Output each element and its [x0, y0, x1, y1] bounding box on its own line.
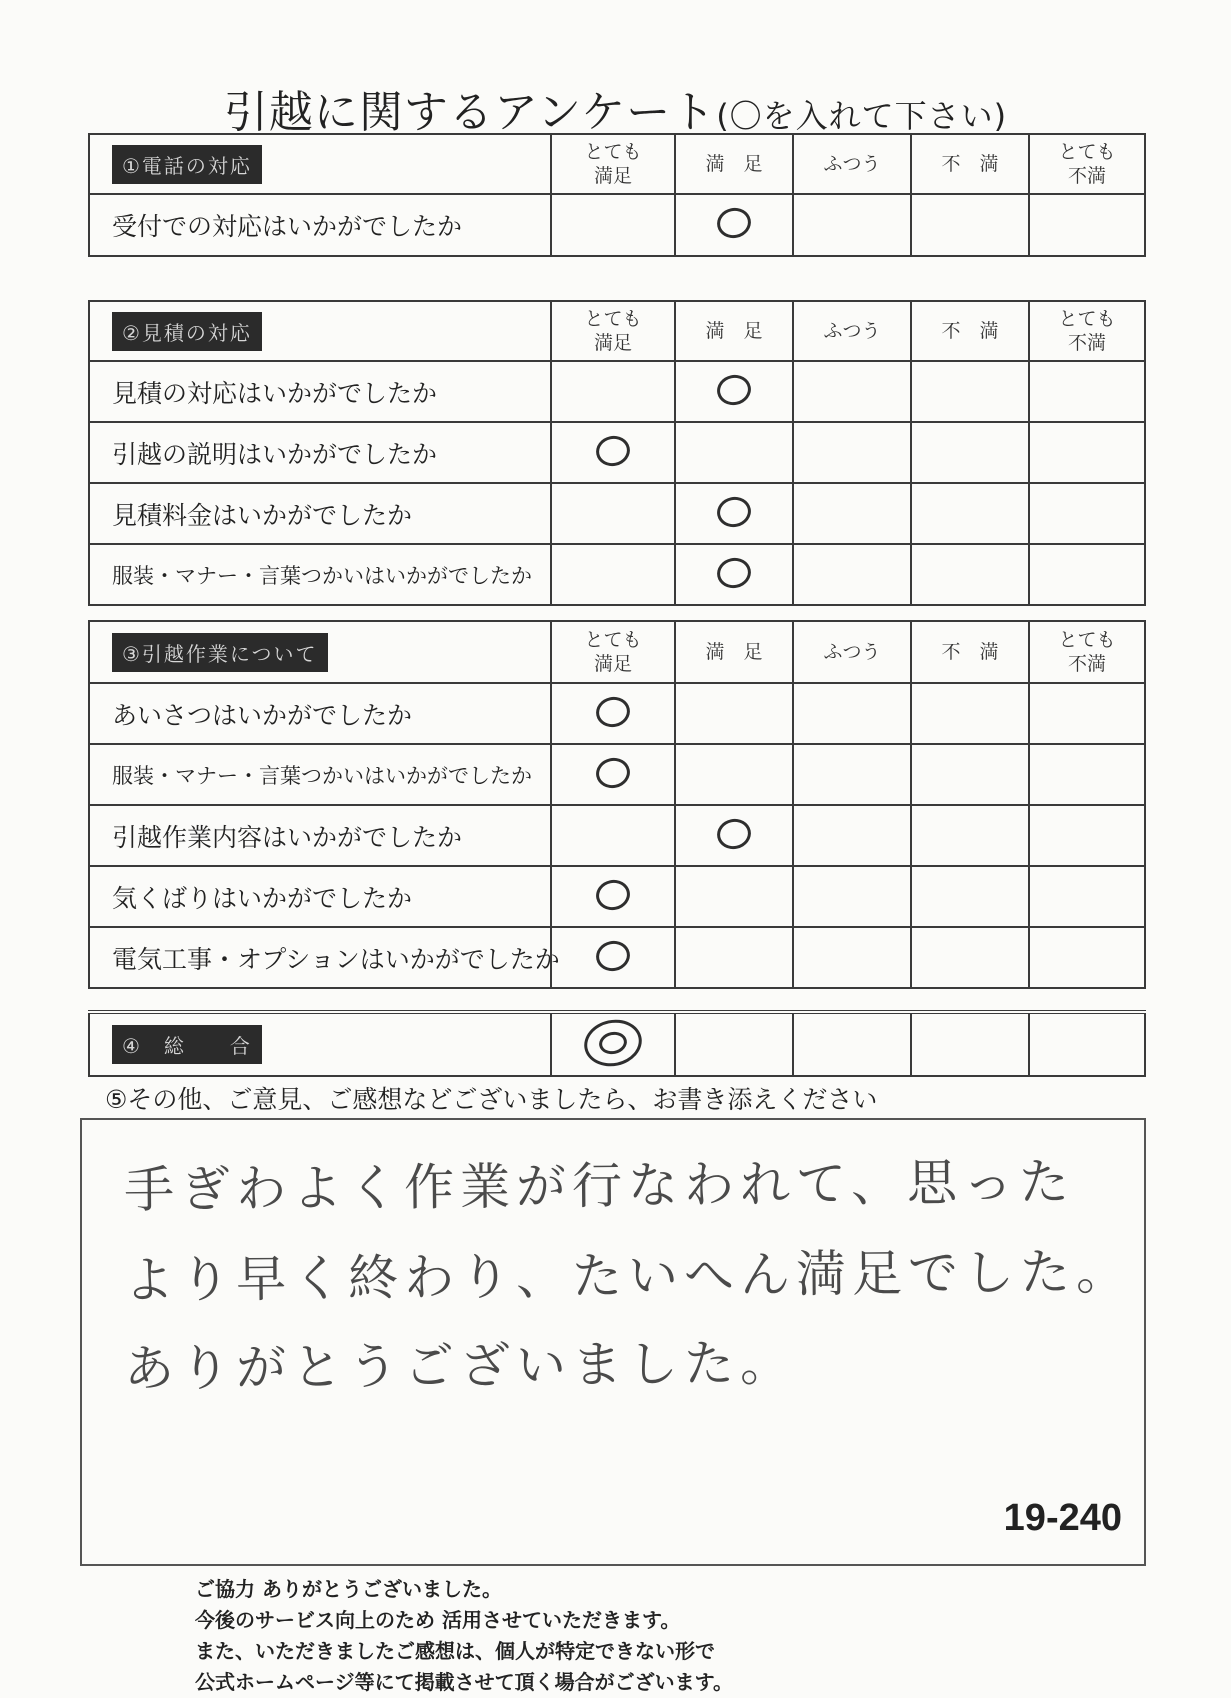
- title-instruction: (〇を入れて下さい): [716, 97, 1008, 135]
- answer-cell[interactable]: [793, 744, 911, 805]
- answer-cell[interactable]: [793, 927, 911, 988]
- section-label: ①電話の対応: [112, 145, 262, 184]
- col-very-dissatisfied: とても 不満: [1029, 134, 1145, 194]
- question-text: 見積の対応はいかがでしたか: [89, 361, 551, 422]
- answer-cell[interactable]: [675, 927, 793, 988]
- col-dissatisfied: 不 満: [911, 621, 1029, 683]
- comment-line: 手ぎわよく作業が行なわれて、思った: [123, 1152, 1076, 1220]
- survey-title: [0, 76, 1231, 140]
- answer-cell[interactable]: [911, 544, 1029, 605]
- circle-mark: [714, 554, 753, 590]
- col-normal: ふつう: [793, 134, 911, 194]
- question-text: 引越作業内容はいかがでしたか: [89, 805, 551, 866]
- answer-cell[interactable]: [1029, 744, 1145, 805]
- col-very-dissatisfied: とても 不満: [1029, 301, 1145, 361]
- section-phone-response: [88, 133, 1146, 257]
- answer-cell[interactable]: [1029, 361, 1145, 422]
- question-row: [89, 483, 1145, 544]
- answer-cell[interactable]: [911, 361, 1029, 422]
- answer-cell[interactable]: [793, 866, 911, 927]
- serial-number: 19-240: [1003, 1497, 1122, 1539]
- answer-cell[interactable]: [911, 194, 1029, 256]
- answer-cell[interactable]: [551, 744, 675, 805]
- answer-cell[interactable]: [793, 805, 911, 866]
- question-row: [89, 744, 1145, 805]
- col-very-satisfied: とても 満足: [551, 301, 675, 361]
- footer-line: また、いただきましたご感想は、個人が特定できない形で: [195, 1639, 715, 1663]
- answer-cell[interactable]: [551, 805, 675, 866]
- answer-cell[interactable]: [551, 483, 675, 544]
- question-row: [89, 1012, 1145, 1076]
- answer-cell[interactable]: [675, 544, 793, 605]
- question-row: [89, 422, 1145, 483]
- question-row: [89, 927, 1145, 988]
- col-very-satisfied: とても 満足: [551, 621, 675, 683]
- circle-mark: [714, 815, 753, 851]
- answer-cell[interactable]: [793, 483, 911, 544]
- answer-cell[interactable]: [1029, 194, 1145, 256]
- col-normal: ふつう: [793, 301, 911, 361]
- answer-cell[interactable]: [551, 927, 675, 988]
- circle-mark: [593, 693, 632, 729]
- question-text: 気くばりはいかがでしたか: [89, 866, 551, 927]
- answer-cell[interactable]: [793, 683, 911, 744]
- circle-mark: [593, 754, 632, 790]
- answer-cell[interactable]: [551, 866, 675, 927]
- section-overall: [88, 1010, 1146, 1077]
- comment-line: ありがとうございました。: [123, 1334, 797, 1398]
- circle-mark: [714, 493, 753, 529]
- footer-line: 公式ホームページ等にて掲載させて頂く場合がございます。: [195, 1670, 733, 1694]
- answer-cell[interactable]: [675, 422, 793, 483]
- answer-cell[interactable]: [551, 544, 675, 605]
- footer-line: 今後のサービス向上のため 活用させていただきます。: [195, 1608, 681, 1632]
- section-label: ③引越作業について: [112, 633, 328, 672]
- answer-cell[interactable]: [793, 1012, 911, 1076]
- circle-mark: [714, 371, 753, 407]
- answer-cell[interactable]: [911, 744, 1029, 805]
- answer-cell[interactable]: [551, 683, 675, 744]
- col-very-dissatisfied: とても 不満: [1029, 621, 1145, 683]
- answer-cell[interactable]: [911, 422, 1029, 483]
- question-text: 服装・マナー・言葉つかいはいかがでしたか: [89, 744, 551, 805]
- answer-cell[interactable]: [551, 422, 675, 483]
- answer-cell[interactable]: [675, 483, 793, 544]
- question-row: [89, 194, 1145, 256]
- answer-cell[interactable]: [675, 194, 793, 256]
- answer-cell[interactable]: [911, 927, 1029, 988]
- answer-cell[interactable]: [1029, 927, 1145, 988]
- answer-cell[interactable]: [1029, 866, 1145, 927]
- answer-cell[interactable]: [675, 683, 793, 744]
- answer-cell[interactable]: [1029, 483, 1145, 544]
- circle-mark: [593, 432, 632, 468]
- question-text: 受付での対応はいかがでしたか: [89, 194, 551, 256]
- answer-cell[interactable]: [911, 805, 1029, 866]
- answer-cell[interactable]: [551, 194, 675, 256]
- question-row: [89, 544, 1145, 605]
- col-very-satisfied: とても 満足: [551, 134, 675, 194]
- answer-cell[interactable]: [1029, 422, 1145, 483]
- question-row: [89, 805, 1145, 866]
- col-satisfied: 満 足: [675, 301, 793, 361]
- answer-cell[interactable]: [793, 422, 911, 483]
- question-text: 引越の説明はいかがでしたか: [89, 422, 551, 483]
- comment-line: より早く終わり、たいへん満足でした。: [123, 1242, 1133, 1310]
- answer-cell[interactable]: [911, 866, 1029, 927]
- section-moving-work: [88, 620, 1146, 989]
- answer-cell[interactable]: [675, 361, 793, 422]
- answer-cell[interactable]: [911, 483, 1029, 544]
- question-text: 電気工事・オプションはいかがでしたか: [89, 927, 551, 988]
- answer-cell[interactable]: [675, 805, 793, 866]
- answer-cell[interactable]: [793, 194, 911, 256]
- col-satisfied: 満 足: [675, 134, 793, 194]
- section-estimate-response: [88, 300, 1146, 606]
- question-text: あいさつはいかがでしたか: [89, 683, 551, 744]
- answer-cell[interactable]: [675, 1012, 793, 1076]
- answer-cell[interactable]: [675, 866, 793, 927]
- question-row: [89, 361, 1145, 422]
- answer-cell[interactable]: [1029, 683, 1145, 744]
- answer-cell[interactable]: [551, 361, 675, 422]
- comments-heading: ⑤その他、ご意見、ご感想などございましたら、お書き添えください: [105, 1085, 878, 1114]
- title-main: 引越に関するアンケート: [223, 87, 717, 138]
- section-label: ②見積の対応: [112, 312, 262, 351]
- question-row: [89, 683, 1145, 744]
- footer-notice: [195, 1574, 733, 1698]
- answer-cell[interactable]: [1029, 805, 1145, 866]
- answer-cell[interactable]: [1029, 544, 1145, 605]
- circle-mark: [593, 876, 632, 912]
- col-satisfied: 満 足: [675, 621, 793, 683]
- answer-cell[interactable]: [911, 683, 1029, 744]
- answer-cell[interactable]: [551, 1012, 675, 1076]
- col-dissatisfied: 不 満: [911, 134, 1029, 194]
- col-normal: ふつう: [793, 621, 911, 683]
- col-dissatisfied: 不 満: [911, 301, 1029, 361]
- answer-cell[interactable]: [911, 1012, 1029, 1076]
- double-circle-mark: [580, 1014, 646, 1071]
- circle-mark: [593, 937, 632, 973]
- question-text: 見積料金はいかがでしたか: [89, 483, 551, 544]
- footer-line: ご協力 ありがとうございました。: [195, 1577, 502, 1601]
- answer-cell[interactable]: [793, 544, 911, 605]
- comments-box[interactable]: [80, 1118, 1146, 1566]
- question-text: 服装・マナー・言葉つかいはいかがでしたか: [89, 544, 551, 605]
- circle-mark: [714, 205, 753, 241]
- answer-cell[interactable]: [1029, 1012, 1145, 1076]
- section-label: ④ 総 合: [112, 1025, 262, 1064]
- question-row: [89, 866, 1145, 927]
- answer-cell[interactable]: [675, 744, 793, 805]
- answer-cell[interactable]: [793, 361, 911, 422]
